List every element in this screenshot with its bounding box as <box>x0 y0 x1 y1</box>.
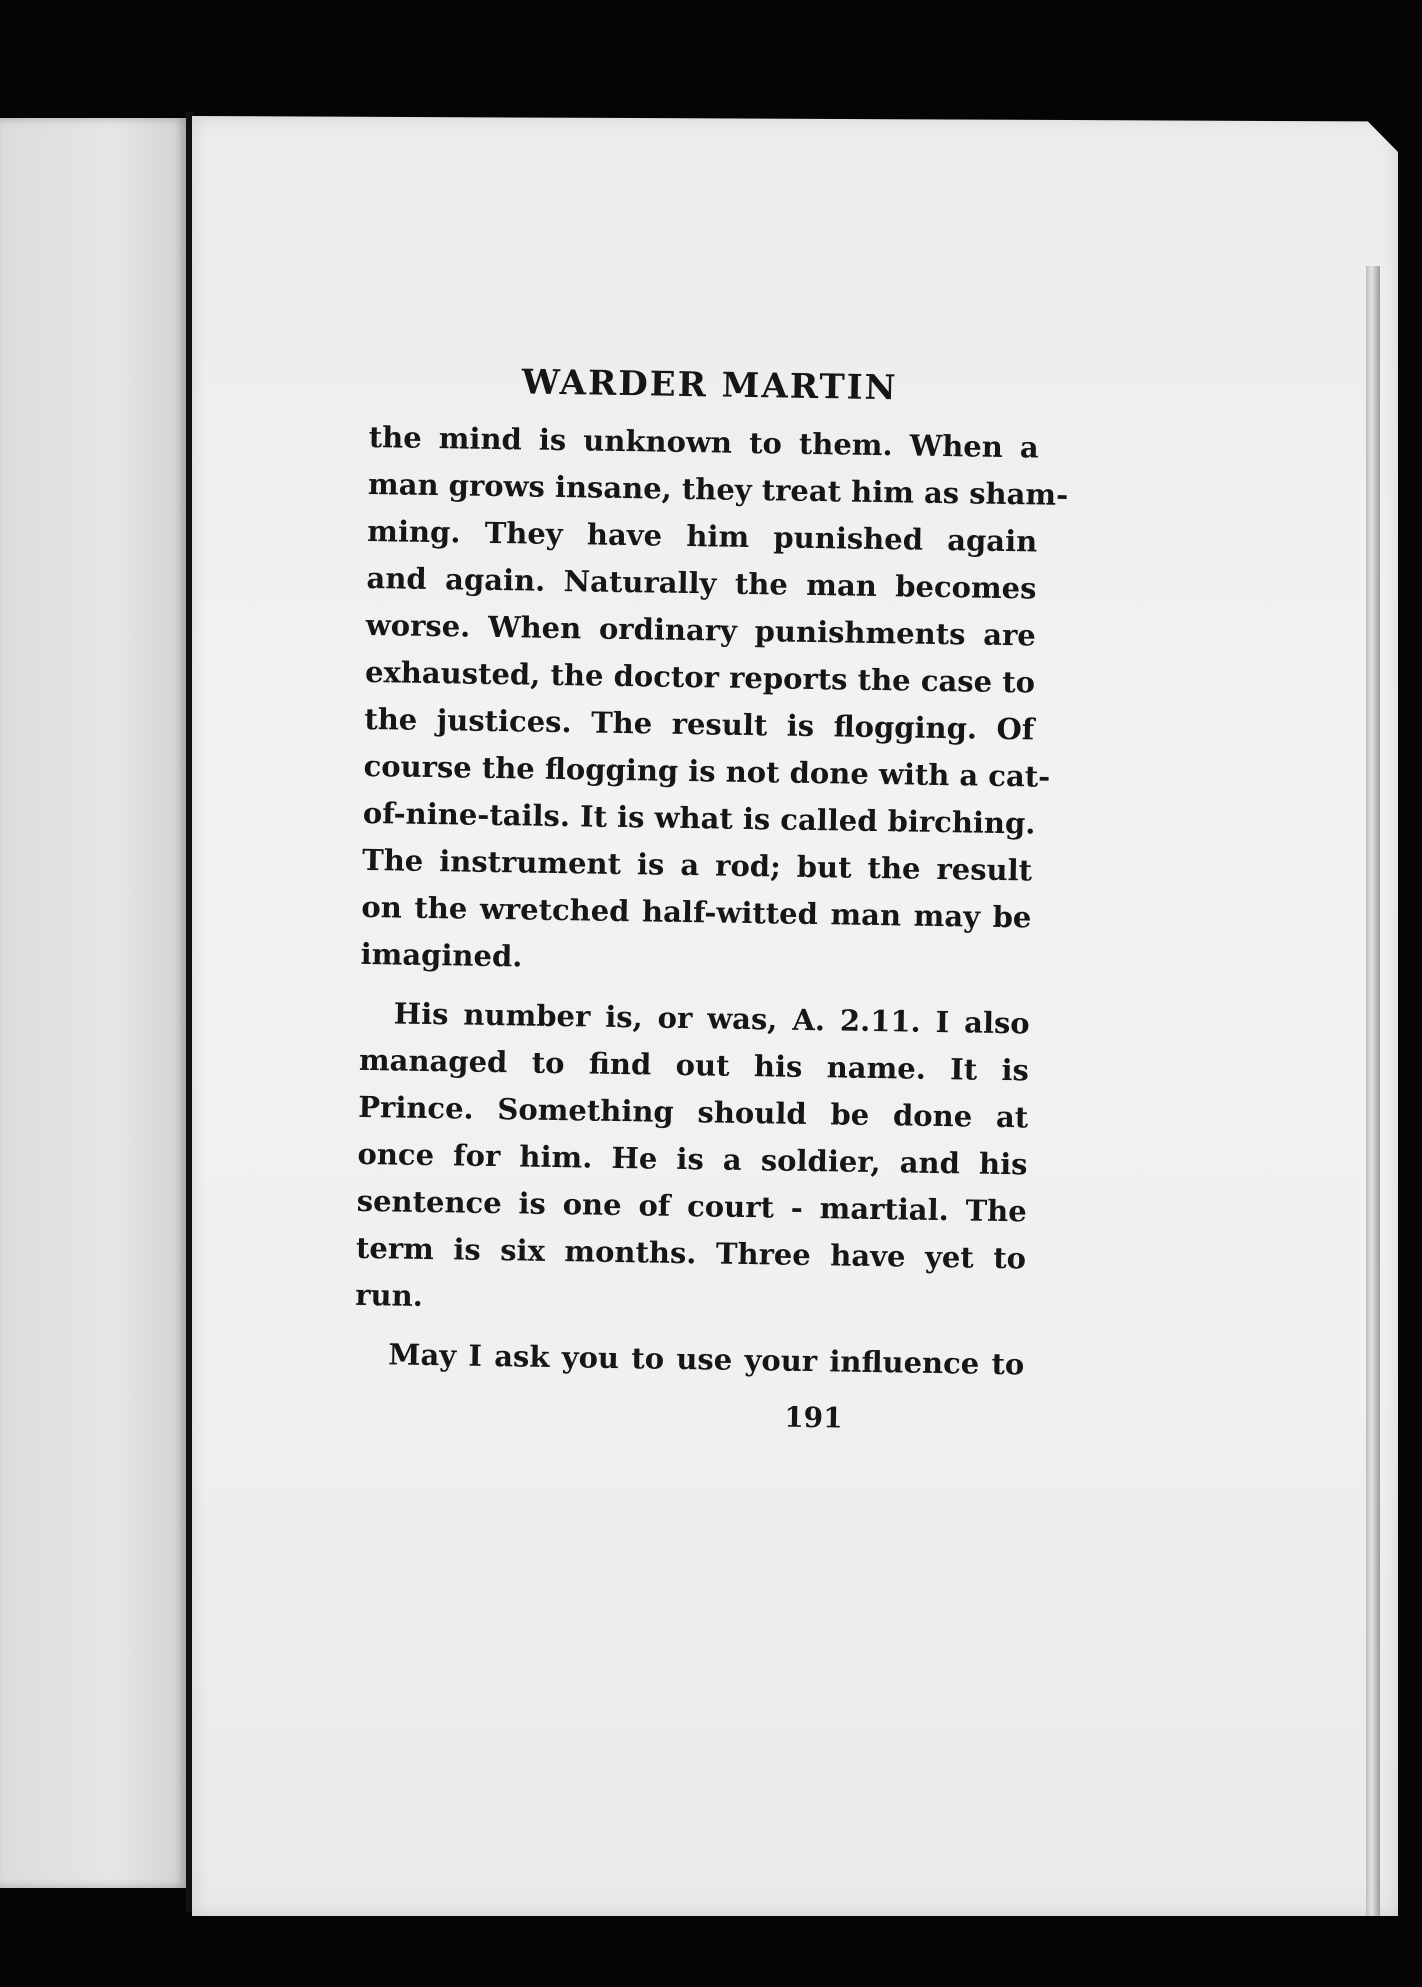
text-line: the justices. The result is flogging. Of <box>364 701 1035 747</box>
text-line: The instrument is a rod; but the result <box>361 842 1033 888</box>
text-line: run. <box>355 1277 424 1313</box>
text-block <box>353 360 1069 1437</box>
text-line: once for him. He is a soldier, and his <box>357 1136 1028 1182</box>
text-line: ming. They have him punished again <box>367 513 1038 559</box>
facing-page-edge <box>0 118 188 1888</box>
text-line: term is six months. Three have yet to <box>355 1230 1027 1276</box>
text-line: course the flogging is not done with a cat- <box>363 748 1051 794</box>
text-line: exhausted, the doctor reports the case to <box>364 654 1036 700</box>
text-line: managed to find out his name. It is <box>358 1042 1030 1088</box>
page-fore-edge <box>1366 266 1380 1987</box>
text-line: May I ask you to use your influence to <box>388 1337 1025 1382</box>
text-line: imagined. <box>360 936 523 974</box>
text-line: sentence is one of court - martial. The <box>356 1183 1027 1229</box>
text-line: Prince. Something should be done at <box>357 1089 1029 1135</box>
paragraph-1 <box>360 414 1069 988</box>
text-line: His number is, or was, A. 2.11. I also <box>393 996 1030 1041</box>
paragraph-3 <box>354 1331 1025 1389</box>
text-line: and again. Naturally the man becomes <box>366 560 1037 606</box>
text-line: on the wretched half-witted man may be <box>361 889 1032 935</box>
running-head: WARDER MARTIN <box>521 362 898 409</box>
paragraph-2 <box>355 990 1030 1329</box>
text-line: of-nine-tails. It is what is called birching. <box>362 795 1036 841</box>
text-line: man grows insane, they treat him as sham- <box>367 466 1069 512</box>
text-line: the mind is unknown to them. When a <box>368 419 1039 465</box>
page-number: 191 <box>783 1400 843 1435</box>
text-line: worse. When ordinary punishments are <box>365 607 1037 653</box>
